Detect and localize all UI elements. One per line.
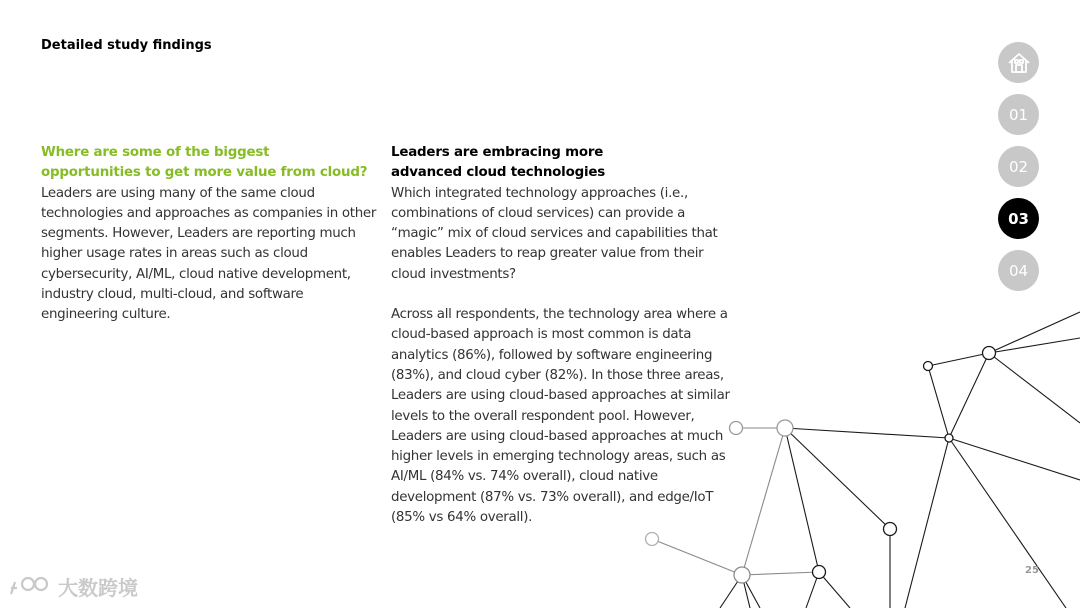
nav-section-02[interactable]: 02 — [998, 146, 1039, 187]
right-heading-line-2: advanced cloud technologies — [391, 165, 605, 181]
left-heading-line-2: opportunities to get more value from cloud? — [41, 165, 368, 181]
nav-home-button[interactable] — [998, 42, 1039, 83]
right-heading — [391, 143, 731, 184]
right-column — [391, 143, 731, 528]
left-heading — [41, 143, 381, 184]
watermark — [8, 572, 138, 601]
page-title: Detailed study findings — [41, 38, 212, 53]
page-number: 25 — [1025, 565, 1039, 576]
nav-section-03[interactable]: 03 — [998, 198, 1039, 239]
watermark-text: 大数跨境 — [58, 576, 138, 600]
home-icon — [1006, 50, 1032, 76]
right-heading-line-1: Leaders are embracing more — [391, 145, 604, 160]
left-body-text: Leaders are using many of the same cloud technologies and approaches as companies in other segments. However, Leaders are reporting much higher usage rates in areas such as cloud cybersecurity, AI/ML, cloud native development, industry cloud, multi-cloud, and software engineering culture. — [41, 185, 377, 323]
nav-section-04[interactable]: 04 — [998, 250, 1039, 291]
left-heading-line-1: Where are some of the biggest — [41, 145, 270, 160]
right-paragraph-2: Across all respondents, the technology area where a cloud-based approach is most common is data analytics (86%), followed by software engineering (83%), and cloud cyber (82%). In those three areas, Leaders are using cloud-based approaches at similar levels to the overall respondent pool. However, Leaders are using cloud-based approaches at much higher levels in emerging technology areas, such as AI/ML (84% vs. 74% overall), cloud native development (87% vs. 73% overall), and edge/IoT (85% vs 64% overall). — [391, 307, 730, 526]
nav-section-01[interactable]: 01 — [998, 94, 1039, 135]
watermark-logo-icon — [8, 574, 52, 600]
right-paragraph-1: Which integrated technology approaches (i.e., combinations of cloud services) can provide a “magic” mix of cloud services and capabilities that enables Leaders to reap greater value from their cloud investments? — [391, 185, 718, 282]
section-nav — [998, 42, 1039, 302]
left-column — [41, 143, 381, 326]
